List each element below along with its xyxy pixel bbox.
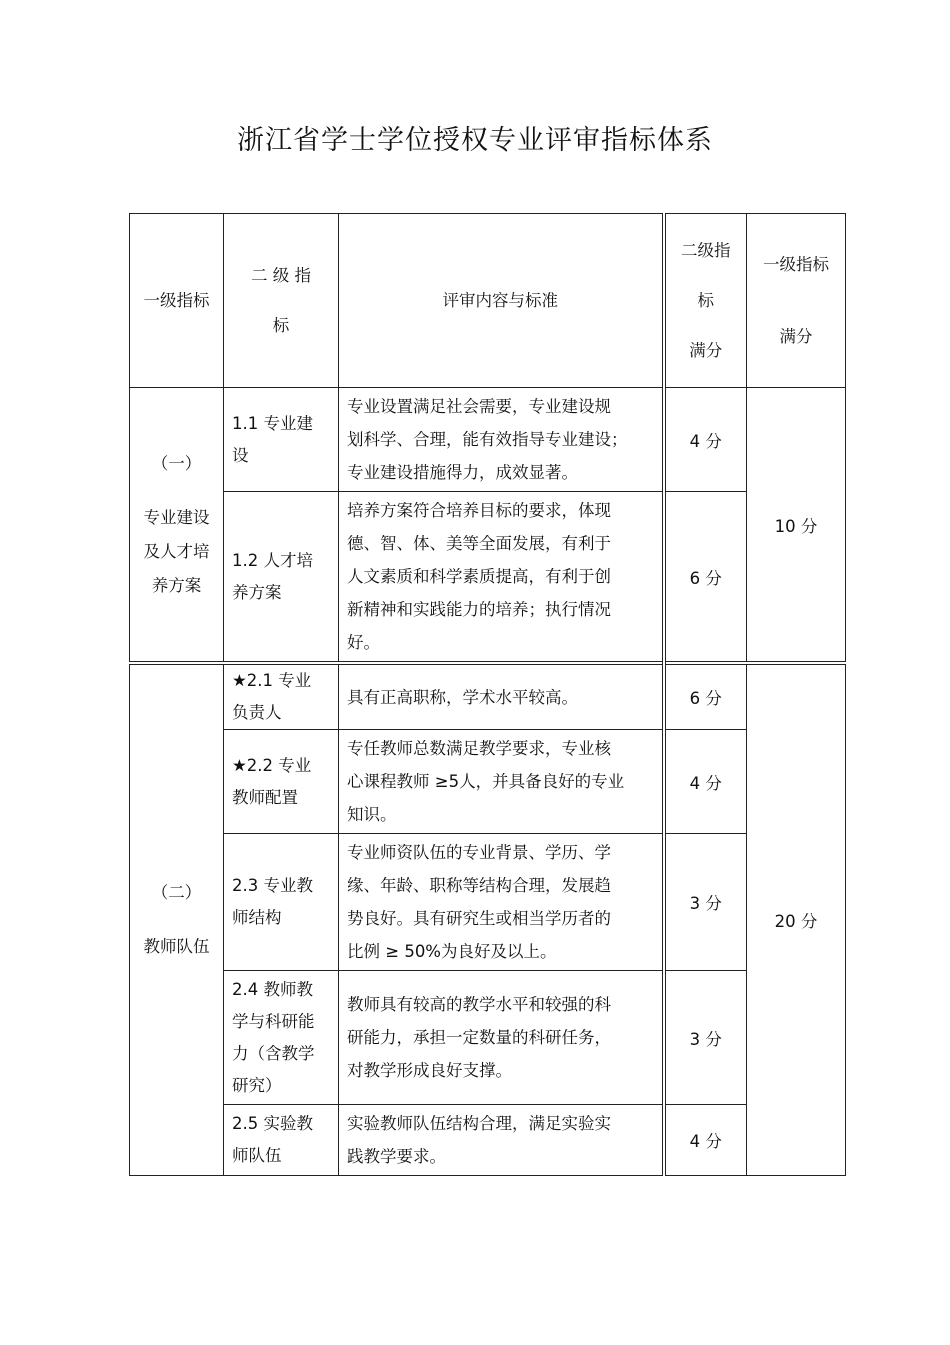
item-score: 6 分	[664, 492, 747, 664]
item-code: 2.4 教师教 学与科研能 力（含教学 研究）	[224, 971, 339, 1105]
group-name-line: 专业建设	[143, 507, 210, 527]
group-num: （一）	[151, 453, 202, 473]
header-level2-score	[664, 214, 747, 388]
header-level1-score-line: 满分	[779, 326, 813, 346]
table-row	[130, 1105, 846, 1176]
item-score: 4 分	[664, 730, 747, 834]
header-level2-score-line: 二级指	[681, 240, 731, 260]
group-num: （二）	[151, 883, 202, 902]
item-score: 4 分	[664, 1105, 747, 1176]
item-content: 专任教师总数满足教学要求，专业核 心课程教师 ≥5人，并具备良好的专业 知识。	[339, 730, 664, 834]
header-level1: 一级指标	[130, 214, 224, 388]
item-score: 3 分	[664, 834, 747, 971]
header-level2-line: 二 级 指	[251, 265, 311, 285]
table-row	[130, 834, 846, 971]
group-1-level1	[130, 388, 224, 664]
table-row	[130, 492, 846, 664]
item-content: 培养方案符合培养目标的要求，体现 德、智、体、美等全面发展，有利于 人文素质和科学素质提高，有利于创 新精神和实践能力的培养；执行情况 好。	[339, 492, 664, 664]
group-2-total: 20 分	[747, 663, 846, 1176]
page-title: 浙江省学士学位授权专业评审指标体系	[237, 125, 713, 156]
header-level2-line: 标	[272, 315, 290, 335]
header-level1-score-line: 一级指标	[763, 254, 829, 274]
item-score: 3 分	[664, 971, 747, 1105]
evaluation-table	[129, 213, 846, 1176]
table-row	[130, 971, 846, 1105]
item-code: ★2.2 专业 教师配置	[224, 730, 339, 834]
item-code: ★2.1 专业 负责人	[224, 663, 339, 730]
group-name-line: 教师队伍	[143, 937, 210, 956]
item-code: 2.5 实验教 师队伍	[224, 1105, 339, 1176]
group-name-line: 养方案	[151, 575, 202, 595]
item-score: 6 分	[664, 663, 747, 730]
item-content: 具有正高职称，学术水平较高。	[339, 663, 664, 730]
item-code: 1.1 专业建 设	[224, 388, 339, 492]
item-content: 教师具有较高的教学水平和较强的科 研能力，承担一定数量的科研任务， 对教学形成良好支撑。	[339, 971, 664, 1105]
item-code: 2.3 专业教 师结构	[224, 834, 339, 971]
header-level2-score-line: 满分	[689, 340, 723, 360]
header-level2	[224, 214, 339, 388]
item-content: 专业设置满足社会需要，专业建设规 划科学、合理，能有效指导专业建设； 专业建设措施得力，成效显著。	[339, 388, 664, 492]
header-row	[130, 214, 846, 388]
header-content: 评审内容与标准	[339, 214, 664, 388]
table-row	[130, 730, 846, 834]
group-2-level1	[130, 663, 224, 1176]
header-level2-score-line: 标	[697, 290, 714, 310]
item-code: 1.2 人才培 养方案	[224, 492, 339, 664]
item-content: 实验教师队伍结构合理，满足实验实 践教学要求。	[339, 1105, 664, 1176]
group-1-total: 10 分	[747, 388, 846, 664]
item-content: 专业师资队伍的专业背景、学历、学 缘、年龄、职称等结构合理，发展趋 势良好。具有研究生或相当学历者的 比例 ≥ 50%为良好及以上。	[339, 834, 664, 971]
item-score: 4 分	[664, 388, 747, 492]
header-level1-score	[747, 214, 846, 388]
table-row	[130, 388, 846, 492]
table-row	[130, 663, 846, 730]
group-name-line: 及人才培	[143, 541, 210, 561]
